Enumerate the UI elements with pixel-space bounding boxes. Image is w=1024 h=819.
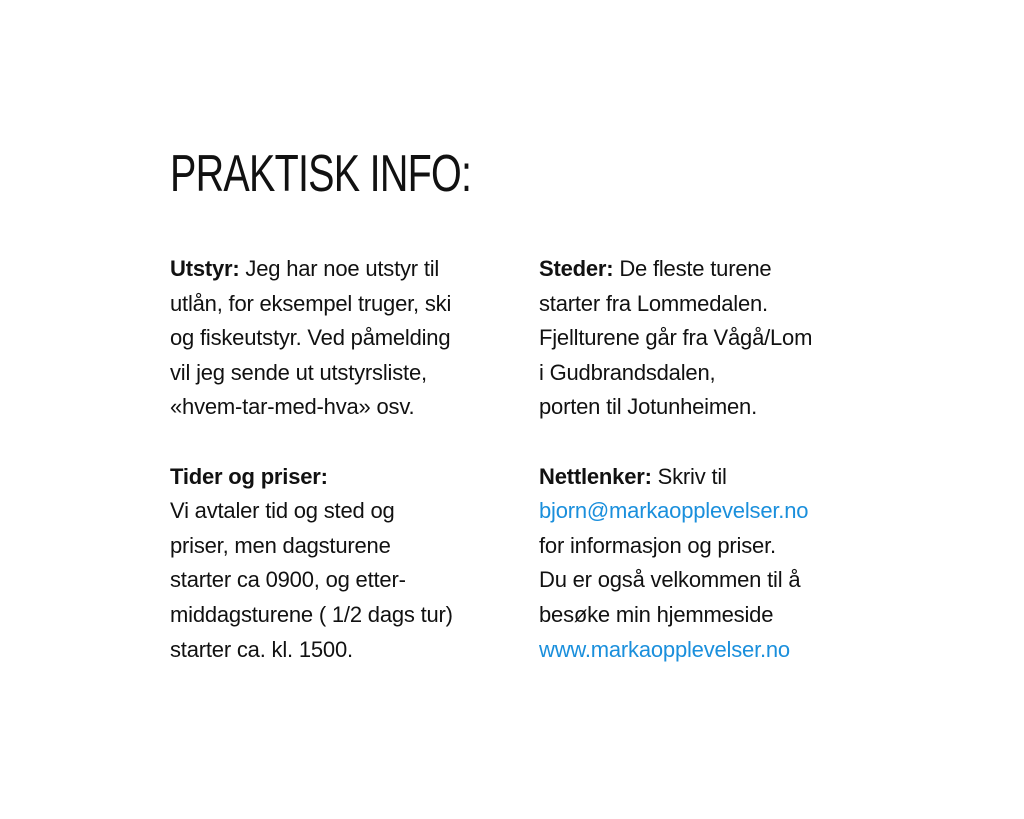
steder-text: De fleste turene <box>613 256 772 281</box>
steder-line: Fjellturene går fra Vågå/Lom <box>539 325 813 351</box>
tider-line: starter ca 0900, og etter- <box>170 567 406 593</box>
nettlenker-heading: Nettlenker: <box>539 463 652 489</box>
tider-line: priser, men dagsturene <box>170 532 391 558</box>
utstyr-section <box>170 252 520 425</box>
tider-heading: Tider og priser: <box>170 463 328 489</box>
utstyr-line: vil jeg sende ut utstyrsliste, <box>170 359 427 385</box>
nettlenker-text: Skriv til <box>651 463 727 489</box>
nettlenker-line: Du er også velkommen til å <box>539 567 801 593</box>
utstyr-line: «hvem-tar-med-hva» osv. <box>170 394 415 420</box>
tider-line: Vi avtaler tid og sted og <box>170 498 395 524</box>
page-title: PRAKTISK INFO: <box>170 145 472 203</box>
steder-section <box>539 252 899 425</box>
steder-line: starter fra Lommedalen. <box>539 290 768 316</box>
utstyr-first-line <box>170 252 520 287</box>
utstyr-line: utlån, for eksempel truger, ski <box>170 290 452 316</box>
left-column <box>170 252 520 667</box>
email-line <box>539 494 899 529</box>
section-spacer <box>170 425 520 460</box>
section-spacer <box>539 425 899 460</box>
nettlenker-line: for informasjon og priser. <box>539 532 776 558</box>
tider-line: starter ca. kl. 1500. <box>170 636 353 662</box>
steder-heading: Steder: <box>539 256 614 281</box>
right-column <box>539 252 899 667</box>
steder-line: porten til Jotunheimen. <box>539 394 757 420</box>
tider-line: middagsturene ( 1/2 dags tur) <box>170 601 453 627</box>
nettlenker-first-line <box>539 460 899 495</box>
steder-first-line <box>539 252 899 287</box>
utstyr-text: Jeg har noe utstyr til <box>239 256 440 281</box>
email-link[interactable]: bjorn@markaopplevelser.no <box>539 498 809 524</box>
website-line <box>539 633 899 668</box>
utstyr-line: og fiskeutstyr. Ved påmelding <box>170 325 451 351</box>
tider-section <box>170 460 520 668</box>
steder-line: i Gudbrandsdalen, <box>539 359 716 385</box>
nettlenker-line: besøke min hjemmeside <box>539 601 774 627</box>
utstyr-heading: Utstyr: <box>170 256 240 281</box>
nettlenker-section <box>539 460 899 668</box>
website-link[interactable]: www.markaopplevelser.no <box>539 636 790 662</box>
